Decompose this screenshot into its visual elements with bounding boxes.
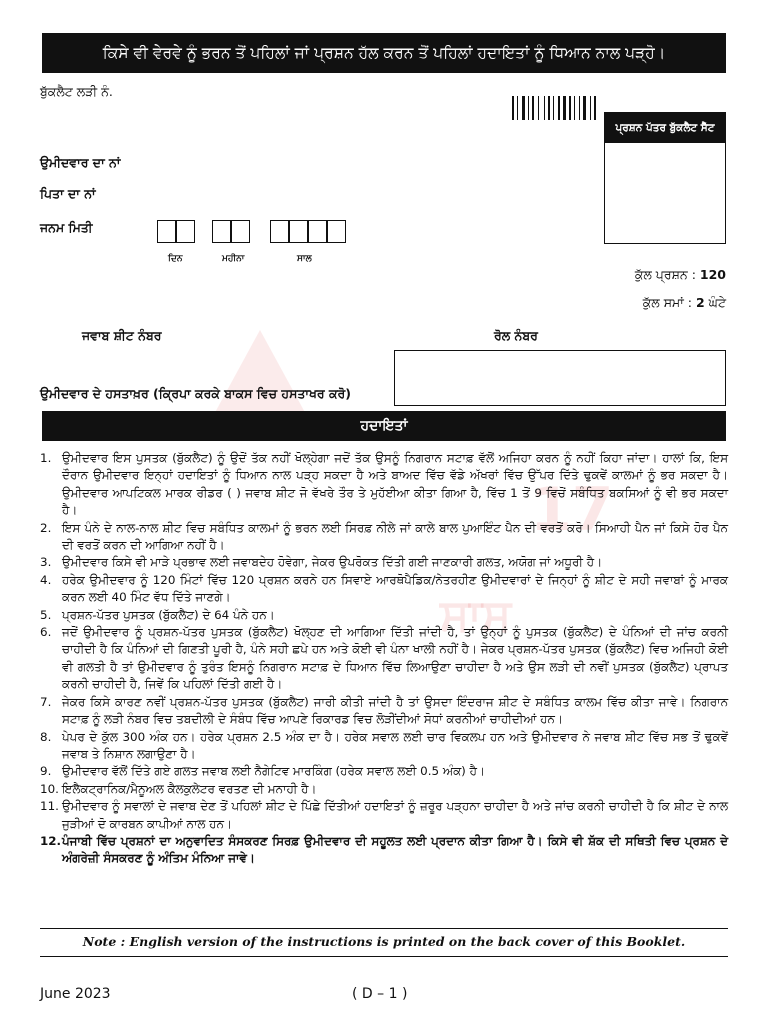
barcode-bar	[538, 96, 539, 120]
instruction-text: ਜਦੋਂ ਉਮੀਦਵਾਰ ਨੂੰ ਪ੍ਰਸ਼ਨ-ਪੱਤਰ ਪੁਸਤਕ (ਬੁੱਕਲੈਟ) ਖੋਲ੍ਹਣ ਦੀ ਆਗਿਆ ਦਿੱਤੀ ਜਾਂਦੀ ਹੈ, ਤਾਂ ਉਨ੍ਹਾਂ ਨੂੰ ਪੁਸਤਕ (ਬੁੱਕਲੈਟ) ਦੇ ਪੰਨਿਆਂ ਦੀ ਜਾਂਚ ਕਰਨੀ ਚਾਹੀਦੀ ਹੈ ਕਿ ਪੰਨਿਆਂ ਦੀ ਗਿਣਤੀ ਪੂਰੀ ਹੈ, ਪੰਨੇ ਸਹੀ ਛਪੇ ਹਨ ਅਤੇ ਕੋਈ ਵੀ ਪੰਨਾ ਖਾਲੀ ਨਹੀਂ ਹੈ। ਜੇਕਰ ਪ੍ਰਸ਼ਨ-ਪੱਤਰ ਪੁਸਤਕ (ਬੁੱਕਲੈਟ) ਵਿਚ ਅਜਿਹੀ ਕੋਈ ਵੀ ਗਲਤੀ ਹੈ ਤਾਂ ਉਮੀਦਵਾਰ ਨੂੰ ਤੁਰੰਤ ਇਸਨੂੰ ਨਿਗਰਾਨ ਸਟਾਫ਼ ਦੇ ਧਿਆਨ ਵਿੱਚ ਲਿਆਉਣਾ ਚਾਹੀਦਾ ਹੈ ਅਤੇ ਉਸ ਲੜੀ ਦੀ ਨਵੀਂ ਪੁਸਤਕ (ਬੁੱਕਲੈਟ) ਪ੍ਰਾਪਤ ਕਰਨੀ ਚਾਹੀਦੀ ਹੈ, ਜਿਵੇਂ ਕਿ ਪਹਿਲਾਂ ਦਿੱਤੀ ਗਈ ਹੈ।	[62, 625, 728, 692]
english-version-note: Note : English version of the instructions is printed on the back cover of this Booklet.	[82, 934, 686, 949]
dob-day-box-1[interactable]	[157, 220, 176, 243]
dob-month-box-1[interactable]	[212, 220, 231, 243]
dob-year-box-1[interactable]	[270, 220, 289, 243]
total-questions-value: 120	[699, 267, 726, 282]
signature-box[interactable]	[394, 350, 726, 406]
instructions-list	[40, 450, 728, 868]
instruction-text: ਜੇਕਰ ਕਿਸੇ ਕਾਰਣ ਨਵੀਂ ਪ੍ਰਸ਼ਨ-ਪੱਤਰ ਪੁਸਤਕ (ਬੁੱਕਲੈਟ) ਜਾਰੀ ਕੀਤੀ ਜਾਂਦੀ ਹੈ ਤਾਂ ਉਸਦਾ ਇੰਦਰਾਜ ਸ਼ੀਟ ਦੇ ਸਬੰਧਿਤ ਕਾਲਮ ਵਿੱਚ ਕੀਤਾ ਜਾਵੇ। ਨਿਗਰਾਨ ਸਟਾਫ਼ ਨੂੰ ਲੜੀ ਨੰਬਰ ਵਿਚ ਤਬਦੀਲੀ ਦੇ ਸੰਬੰਧ ਵਿੱਚ ਆਪਣੇ ਰਿਕਾਰਡ ਵਿਚ ਲੋੜੀਂਦੀਆਂ ਸੋਧਾਂ ਕਰਨੀਆਂ ਚਾਹੀਦੀਆਂ ਹਨ।	[62, 694, 728, 727]
dob-year-caption: ਸਾਲ	[297, 254, 312, 264]
instruction-item: 11. ਉਮੀਦਵਾਰ ਨੂੰ ਸਵਾਲਾਂ ਦੇ ਜਵਾਬ ਦੇਣ ਤੋਂ ਪਹਿਲਾਂ ਸ਼ੀਟ ਦੇ ਪਿੱਛੇ ਦਿੱਤੀਆਂ ਹਦਾਇਤਾਂ ਨੂੰ ਜ਼ਰੂਰ ਪੜ੍ਹਨਾ ਚਾਹੀਦਾ ਹੈ ਅਤੇ ਜਾਂਚ ਕਰਨੀ ਚਾਹੀਦੀ ਹੈ ਕਿ ਸ਼ੀਟ ਦੇ ਨਾਲ ਜੁੜੀਆਂ ਦੋ ਕਾਰਬਨ ਕਾਪੀਆਂ ਨਾਲ ਹਨ।	[40, 798, 728, 833]
total-time-label: ਕੁੱਲ ਸਮਾਂ :	[642, 295, 692, 310]
barcode-bar	[563, 96, 566, 120]
instruction-text: ਉਮੀਦਵਾਰ ਨੂੰ ਸਵਾਲਾਂ ਦੇ ਜਵਾਬ ਦੇਣ ਤੋਂ ਪਹਿਲਾਂ ਸ਼ੀਟ ਦੇ ਪਿੱਛੇ ਦਿੱਤੀਆਂ ਹਦਾਇਤਾਂ ਨੂੰ ਜ਼ਰੂਰ ਪੜ੍ਹਨਾ ਚਾਹੀਦਾ ਹੈ ਅਤੇ ਜਾਂਚ ਕਰਨੀ ਚਾਹੀਦੀ ਹੈ ਕਿ ਸ਼ੀਟ ਦੇ ਨਾਲ ਜੁੜੀਆਂ ਦੋ ਕਾਰਬਨ ਕਾਪੀਆਂ ਨਾਲ ਹਨ।	[62, 799, 728, 831]
instruction-item: 6. ਜਦੋਂ ਉਮੀਦਵਾਰ ਨੂੰ ਪ੍ਰਸ਼ਨ-ਪੱਤਰ ਪੁਸਤਕ (ਬੁੱਕਲੈਟ) ਖੋਲ੍ਹਣ ਦੀ ਆਗਿਆ ਦਿੱਤੀ ਜਾਂਦੀ ਹੈ, ਤਾਂ ਉਨ੍ਹਾਂ ਨੂੰ ਪੁਸਤਕ (ਬੁੱਕਲੈਟ) ਦੇ ਪੰਨਿਆਂ ਦੀ ਜਾਂਚ ਕਰਨੀ ਚਾਹੀਦੀ ਹੈ ਕਿ ਪੰਨਿਆਂ ਦੀ ਗਿਣਤੀ ਪੂਰੀ ਹੈ, ਪੰਨੇ ਸਹੀ ਛਪੇ ਹਨ ਅਤੇ ਕੋਈ ਵੀ ਪੰਨਾ ਖਾਲੀ ਨਹੀਂ ਹੈ। ਜੇਕਰ ਪ੍ਰਸ਼ਨ-ਪੱਤਰ ਪੁਸਤਕ (ਬੁੱਕਲੈਟ) ਵਿਚ ਅਜਿਹੀ ਕੋਈ ਵੀ ਗਲਤੀ ਹੈ ਤਾਂ ਉਮੀਦਵਾਰ ਨੂੰ ਤੁਰੰਤ ਇਸਨੂੰ ਨਿਗਰਾਨ ਸਟਾਫ਼ ਦੇ ਧਿਆਨ ਵਿੱਚ ਲਿਆਉਣਾ ਚਾਹੀਦਾ ਹੈ ਅਤੇ ਉਸ ਲੜੀ ਦੀ ਨਵੀਂ ਪੁਸਤਕ (ਬੁੱਕਲੈਟ) ਪ੍ਰਾਪਤ ਕਰਨੀ ਚਾਹੀਦੀ ਹੈ, ਜਿਵੇਂ ਕਿ ਪਹਿਲਾਂ ਦਿੱਤੀ ਗਈ ਹੈ।	[40, 624, 728, 694]
booklet-serial-label: ਬੁੱਕਲੈਟ ਲੜੀ ਨੰ.	[40, 84, 113, 99]
signature-label: ਉਮੀਦਵਾਰ ਦੇ ਹਸਤਾਖ਼ਰ (ਕ੍ਰਿਪਾ ਕਰਕੇ ਬਾਕਸ ਵਿਚ ਹਸਤਾਖਰ ਕਰੋ)	[40, 386, 352, 401]
total-time-value: 2	[695, 295, 705, 310]
instruction-text: ਉਮੀਦਵਾਰ ਕਿਸੇ ਵੀ ਮਾੜੇ ਪ੍ਰਭਾਵ ਲਈ ਜਵਾਬਦੇਹ ਹੋਵੇਗਾ, ਜੇਕਰ ਉਪਰੋਕਤ ਦਿੱਤੀ ਗਈ ਜਾਣਕਾਰੀ ਗਲਤ, ਅਯੋਗ ਜਾਂ ਅਧੂਰੀ ਹੈ।	[62, 555, 603, 570]
svg-text:17: 17	[530, 475, 614, 545]
barcode-bar	[522, 96, 525, 120]
instruction-item: 9. ਉਮੀਦਵਾਰ ਵੱਲੋਂ ਦਿੱਤੇ ਗਏ ਗਲਤ ਜਵਾਬ ਲਈ ਨੈਗੇਟਿਵ ਮਾਰਕਿੰਗ (ਹਰੇਕ ਸਵਾਲ ਲਈ 0.5 ਅੰਕ) ਹੈ।	[40, 763, 728, 780]
instruction-item: 12. ਪੰਜਾਬੀ ਵਿੱਚ ਪ੍ਰਸ਼ਨਾਂ ਦਾ ਅਨੁਵਾਦਿਤ ਸੰਸਕਰਣ ਸਿਰਫ਼ ਉਮੀਦਵਾਰ ਦੀ ਸਹੂਲਤ ਲਈ ਪ੍ਰਦਾਨ ਕੀਤਾ ਗਿਆ ਹੈ। ਕਿਸੇ ਵੀ ਸ਼ੱਕ ਦੀ ਸਥਿਤੀ ਵਿਚ ਪ੍ਰਸ਼ਨ ਦੇ ਅੰਗਰੇਜ਼ੀ ਸੰਸਕਰਣ ਨੂੰ ਅੰਤਿਮ ਮੰਨਿਆ ਜਾਵੇ।	[40, 833, 728, 868]
top-banner: ਕਿਸੇ ਵੀ ਵੇਰਵੇ ਨੂੰ ਭਰਨ ਤੋਂ ਪਹਿਲਾਂ ਜਾਂ ਪ੍ਰਸ਼ਨ ਹੱਲ ਕਰਨ ਤੋਂ ਪਹਿਲਾਂ ਹਦਾਇਤਾਂ ਨੂੰ ਧਿਆਨ ਨਾਲ ਪੜ੍ਹੋ।	[42, 33, 726, 73]
footer-date: June 2023	[40, 986, 111, 1002]
instruction-text: ਹਰੇਕ ਉਮੀਦਵਾਰ ਨੂੰ 120 ਮਿੰਟਾਂ ਵਿੱਚ 120 ਪ੍ਰਸ਼ਨ ਕਰਨੇ ਹਨ ਸਿਵਾਏ ਆਰਥੋਪੈਡਿਕ/ਨੇਤਰਹੀਣ ਉਮੀਦਵਾਰਾਂ ਦੇ ਜਿਨ੍ਹਾਂ ਨੂੰ ਸ਼ੀਟ ਦੇ ਸਹੀ ਜਵਾਬਾਂ ਨੂੰ ਮਾਰਕ ਕਰਨ ਲਈ 40 ਮਿੰਟ ਵੱਧ ਦਿੱਤੇ ਜਾਣਗੇ।	[62, 572, 728, 605]
answer-sheet-no-label: ਜਵਾਬ ਸ਼ੀਟ ਨੰਬਰ	[82, 328, 162, 343]
instruction-item: 4. ਹਰੇਕ ਉਮੀਦਵਾਰ ਨੂੰ 120 ਮਿੰਟਾਂ ਵਿੱਚ 120 ਪ੍ਰਸ਼ਨ ਕਰਨੇ ਹਨ ਸਿਵਾਏ ਆਰਥੋਪੈਡਿਕ/ਨੇਤਰਹੀਣ ਉਮੀਦਵਾਰਾਂ ਦੇ ਜਿਨ੍ਹਾਂ ਨੂੰ ਸ਼ੀਟ ਦੇ ਸਹੀ ਜਵਾਬਾਂ ਨੂੰ ਮਾਰਕ ਕਰਨ ਲਈ 40 ਮਿੰਟ ਵੱਧ ਦਿੱਤੇ ਜਾਣਗੇ।	[40, 572, 728, 607]
barcode-bar	[528, 96, 529, 120]
dob-label: ਜਨਮ ਮਿਤੀ	[40, 220, 93, 235]
instruction-item: 7. ਜੇਕਰ ਕਿਸੇ ਕਾਰਣ ਨਵੀਂ ਪ੍ਰਸ਼ਨ-ਪੱਤਰ ਪੁਸਤਕ (ਬੁੱਕਲੈਟ) ਜਾਰੀ ਕੀਤੀ ਜਾਂਦੀ ਹੈ ਤਾਂ ਉਸਦਾ ਇੰਦਰਾਜ ਸ਼ੀਟ ਦੇ ਸਬੰਧਿਤ ਕਾਲਮ ਵਿੱਚ ਕੀਤਾ ਜਾਵੇ। ਨਿਗਰਾਨ ਸਟਾਫ਼ ਨੂੰ ਲੜੀ ਨੰਬਰ ਵਿਚ ਤਬਦੀਲੀ ਦੇ ਸੰਬੰਧ ਵਿੱਚ ਆਪਣੇ ਰਿਕਾਰਡ ਵਿਚ ਲੋੜੀਂਦੀਆਂ ਸੋਧਾਂ ਕਰਨੀਆਂ ਚਾਹੀਦੀਆਂ ਹਨ।	[40, 694, 728, 729]
total-time-unit: ਘੰਟੇ	[708, 295, 726, 310]
instruction-text: ਪ੍ਰਸ਼ਨ-ਪੱਤਰ ਪੁਸਤਕ (ਬੁੱਕਲੈਟ) ਦੇ 64 ਪੰਨੇ ਹਨ।	[62, 607, 275, 622]
total-time	[643, 295, 726, 311]
dob-year-box-4[interactable]	[327, 220, 346, 243]
instruction-item: 10. ਇਲੈਕਟ੍ਰਾਨਿਕ/ਮੈਨੂਅਲ ਕੈਲਕੁਲੇਟਰ ਵਰਤਣ ਦੀ ਮਨਾਹੀ ਹੈ।	[40, 781, 728, 798]
barcode-bar	[517, 96, 518, 120]
barcode-bar	[532, 96, 534, 120]
barcode-bar	[544, 96, 545, 120]
barcode-bar	[574, 96, 575, 120]
dob-year-box-3[interactable]	[308, 220, 327, 243]
barcode-bar	[594, 96, 596, 120]
barcode	[512, 96, 596, 120]
divider-top	[40, 928, 728, 929]
instruction-item: 5. ਪ੍ਰਸ਼ਨ-ਪੱਤਰ ਪੁਸਤਕ (ਬੁੱਕਲੈਟ) ਦੇ 64 ਪੰਨੇ ਹਨ।	[40, 607, 728, 624]
dob-day-box-2[interactable]	[176, 220, 195, 243]
total-questions-label: ਕੁੱਲ ਪ੍ਰਸ਼ਨ :	[634, 267, 696, 282]
instruction-item: 1. ਉਮੀਦਵਾਰ ਇਸ ਪੁਸਤਕ (ਬੁੱਕਲੈਟ) ਨੂੰ ਉਦੋਂ ਤੱਕ ਨਹੀਂ ਖੋਲ੍ਹੇਗਾ ਜਦੋਂ ਤੱਕ ਉਸਨੂੰ ਨਿਗਰਾਨ ਸਟਾਫ਼ ਵੱਲੋਂ ਅਜਿਹਾ ਕਰਨ ਨੂੰ ਨਹੀਂ ਕਿਹਾ ਜਾਂਦਾ। ਹਾਲਾਂ ਕਿ, ਇਸ ਦੌਰਾਨ ਉਮੀਦਵਾਰ ਇਨ੍ਹਾਂ ਹਦਾਇਤਾਂ ਨੂੰ ਧਿਆਨ ਨਾਲ ਪੜ੍ਹ ਸਕਦਾ ਹੈ ਅਤੇ ਬਾਅਦ ਵਿੱਚ ਵੱਡੇ ਅੱਖਰਾਂ ਵਿੱਚ ਉੱਪਰ ਦਿੱਤੇ ਢੁਕਵੇਂ ਕਾਲਮਾਂ ਨੂੰ ਭਰ ਸਕਦਾ ਹੈ। ਉਮੀਦਵਾਰ ਆਪਟਿਕਲ ਮਾਰਕ ਰੀਡਰ ( ) ਜਵਾਬ ਸ਼ੀਟ ਜੋ ਵੱਖਰੇ ਤੌਰ ਤੇ ਮੁਹੱਈਆ ਕੀਤਾ ਗਿਆ ਹੈ, ਵਿੱਚ 1 ਤੋਂ 9 ਵਿਚੋਂ ਸਬੰਧਿਤ ਬਕਸਿਆਂ ਨੂੰ ਵੀ ਭਰ ਸਕਦਾ ਹੈ।	[40, 450, 728, 520]
instruction-item: 3. ਉਮੀਦਵਾਰ ਕਿਸੇ ਵੀ ਮਾੜੇ ਪ੍ਰਭਾਵ ਲਈ ਜਵਾਬਦੇਹ ਹੋਵੇਗਾ, ਜੇਕਰ ਉਪਰੋਕਤ ਦਿੱਤੀ ਗਈ ਜਾਣਕਾਰੀ ਗਲਤ, ਅਯੋਗ ਜਾਂ ਅਧੂਰੀ ਹੈ।	[40, 554, 728, 571]
question-booklet-set-title: ਪ੍ਰਸ਼ਨ ਪੱਤਰ ਬੁੱਕਲੈਟ ਸੈੱਟ	[605, 113, 725, 143]
instruction-text: ਇਸ ਪੰਨੇ ਦੇ ਨਾਲ-ਨਾਲ ਸ਼ੀਟ ਵਿਚ ਸਬੰਧਿਤ ਕਾਲਮਾਂ ਨੂੰ ਭਰਨ ਲਈ ਸਿਰਫ਼ ਨੀਲੇ ਜਾਂ ਕਾਲੇ ਬਾਲ ਪੁਆਇੰਟ ਪੈਨ ਦੀ ਵਰਤੋਂ ਕਰੋ। ਸਿਆਹੀ ਪੈਨ ਜਾਂ ਕਿਸੇ ਹੋਰ ਪੈਨ ਦੀ ਵਰਤੋਂ ਕਰਨ ਦੀ ਆਗਿਆ ਨਹੀਂ ਹੈ।	[62, 520, 728, 553]
svg-text:ਸਾਸ: ਸਾਸ	[440, 590, 512, 641]
instruction-text: ਪੇਪਰ ਦੇ ਕੁੱਲ 300 ਅੰਕ ਹਨ। ਹਰੇਕ ਪ੍ਰਸ਼ਨ 2.5 ਅੰਕ ਦਾ ਹੈ। ਹਰੇਕ ਸਵਾਲ ਲਈ ਚਾਰ ਵਿਕਲਪ ਹਨ ਅਤੇ ਉਮੀਦਵਾਰ ਨੇ ਜਵਾਬ ਸ਼ੀਟ ਵਿੱਚ ਸਭ ਤੋਂ ਢੁਕਵੇਂ ਜਵਾਬ ਤੇ ਨਿਸ਼ਾਨ ਲਗਾਉਣਾ ਹੈ।	[62, 729, 728, 761]
barcode-bar	[583, 96, 586, 120]
barcode-bar	[553, 96, 554, 120]
instruction-text: ਉਮੀਦਵਾਰ ਵੱਲੋਂ ਦਿੱਤੇ ਗਏ ਗਲਤ ਜਵਾਬ ਲਈ ਨੈਗੇਟਿਵ ਮਾਰਕਿੰਗ (ਹਰੇਕ ਸਵਾਲ ਲਈ 0.5 ਅੰਕ) ਹੈ।	[62, 764, 485, 779]
dob-year-box-2[interactable]	[289, 220, 308, 243]
total-questions	[635, 267, 726, 283]
barcode-bar	[512, 96, 514, 120]
dob-day-caption: ਦਿਨ	[168, 254, 183, 264]
divider-bottom	[40, 956, 728, 957]
father-name-label: ਪਿਤਾ ਦਾ ਨਾਂ	[40, 186, 96, 201]
instructions-heading: ਹਦਾਇਤਾਂ	[42, 411, 726, 441]
instruction-text: ਉਮੀਦਵਾਰ ਇਸ ਪੁਸਤਕ (ਬੁੱਕਲੈਟ) ਨੂੰ ਉਦੋਂ ਤੱਕ ਨਹੀਂ ਖੋਲ੍ਹੇਗਾ ਜਦੋਂ ਤੱਕ ਉਸਨੂੰ ਨਿਗਰਾਨ ਸਟਾਫ਼ ਵੱਲੋਂ ਅਜਿਹਾ ਕਰਨ ਨੂੰ ਨਹੀਂ ਕਿਹਾ ਜਾਂਦਾ। ਹਾਲਾਂ ਕਿ, ਇਸ ਦੌਰਾਨ ਉਮੀਦਵਾਰ ਇਨ੍ਹਾਂ ਹਦਾਇਤਾਂ ਨੂੰ ਧਿਆਨ ਨਾਲ ਪੜ੍ਹ ਸਕਦਾ ਹੈ ਅਤੇ ਬਾਅਦ ਵਿੱਚ ਵੱਡੇ ਅੱਖਰਾਂ ਵਿੱਚ ਉੱਪਰ ਦਿੱਤੇ ਢੁਕਵੇਂ ਕਾਲਮਾਂ ਨੂੰ ਭਰ ਸਕਦਾ ਹੈ। ਉਮੀਦਵਾਰ ਆਪਟਿਕਲ ਮਾਰਕ ਰੀਡਰ ( ) ਜਵਾਬ ਸ਼ੀਟ ਜੋ ਵੱਖਰੇ ਤੌਰ ਤੇ ਮੁਹੱਈਆ ਕੀਤਾ ਗਿਆ ਹੈ, ਵਿੱਚ 1 ਤੋਂ 9 ਵਿਚੋਂ ਸਬੰਧਿਤ ਬਕਸਿਆਂ ਨੂੰ ਵੀ ਭਰ ਸਕਦਾ ਹੈ।	[62, 451, 728, 518]
instruction-item: 2. ਇਸ ਪੰਨੇ ਦੇ ਨਾਲ-ਨਾਲ ਸ਼ੀਟ ਵਿਚ ਸਬੰਧਿਤ ਕਾਲਮਾਂ ਨੂੰ ਭਰਨ ਲਈ ਸਿਰਫ਼ ਨੀਲੇ ਜਾਂ ਕਾਲੇ ਬਾਲ ਪੁਆਇੰਟ ਪੈਨ ਦੀ ਵਰਤੋਂ ਕਰੋ। ਸਿਆਹੀ ਪੈਨ ਜਾਂ ਕਿਸੇ ਹੋਰ ਪੈਨ ਦੀ ਵਰਤੋਂ ਕਰਨ ਦੀ ਆਗਿਆ ਨਹੀਂ ਹੈ।	[40, 520, 728, 555]
barcode-bar	[579, 96, 580, 120]
roll-no-label: ਰੋਲ ਨੰਬਰ	[494, 328, 538, 343]
barcode-bar	[590, 96, 591, 120]
instruction-text: ਪੰਜਾਬੀ ਵਿੱਚ ਪ੍ਰਸ਼ਨਾਂ ਦਾ ਅਨੁਵਾਦਿਤ ਸੰਸਕਰਣ ਸਿਰਫ਼ ਉਮੀਦਵਾਰ ਦੀ ਸਹੂਲਤ ਲਈ ਪ੍ਰਦਾਨ ਕੀਤਾ ਗਿਆ ਹੈ। ਕਿਸੇ ਵੀ ਸ਼ੱਕ ਦੀ ਸਥਿਤੀ ਵਿਚ ਪ੍ਰਸ਼ਨ ਦੇ ਅੰਗਰੇਜ਼ੀ ਸੰਸਕਰਣ ਨੂੰ ਅੰਤਿਮ ਮੰਨਿਆ ਜਾਵੇ।	[62, 833, 728, 866]
question-booklet-set-box	[604, 112, 726, 244]
dob-month-box-2[interactable]	[231, 220, 250, 243]
barcode-bar	[558, 96, 560, 120]
instruction-item: 8. ਪੇਪਰ ਦੇ ਕੁੱਲ 300 ਅੰਕ ਹਨ। ਹਰੇਕ ਪ੍ਰਸ਼ਨ 2.5 ਅੰਕ ਦਾ ਹੈ। ਹਰੇਕ ਸਵਾਲ ਲਈ ਚਾਰ ਵਿਕਲਪ ਹਨ ਅਤੇ ਉਮੀਦਵਾਰ ਨੇ ਜਵਾਬ ਸ਼ੀਟ ਵਿੱਚ ਸਭ ਤੋਂ ਢੁਕਵੇਂ ਜਵਾਬ ਤੇ ਨਿਸ਼ਾਨ ਲਗਾਉਣਾ ਹੈ।	[40, 729, 728, 764]
barcode-bar	[569, 96, 571, 120]
footer-code: ( D – 1 )	[352, 986, 408, 1002]
instruction-text: ਇਲੈਕਟ੍ਰਾਨਿਕ/ਮੈਨੂਅਲ ਕੈਲਕੁਲੇਟਰ ਵਰਤਣ ਦੀ ਮਨਾਹੀ ਹੈ।	[62, 781, 317, 796]
dob-month-caption: ਮਹੀਨਾ	[222, 254, 245, 264]
candidate-name-label: ਉਮੀਦਵਾਰ ਦਾ ਨਾਂ	[40, 155, 121, 170]
barcode-bar	[548, 96, 550, 120]
